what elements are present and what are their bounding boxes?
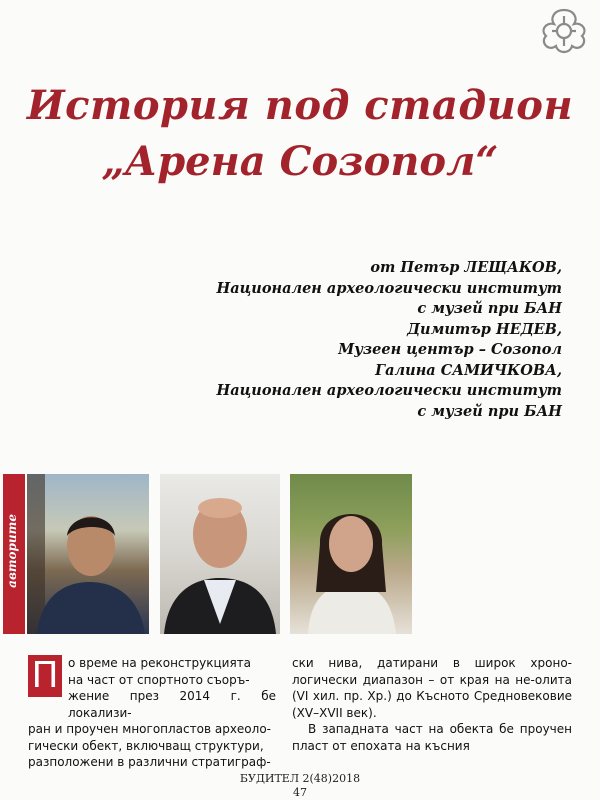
article-column-1 [28, 655, 276, 771]
text-line: ран и проучен многопластов археоло- [28, 722, 271, 736]
byline-line: с музей при БАН [417, 300, 562, 317]
article-title-line2: „Арена Созопол“ [101, 138, 499, 185]
authors-side-tab [3, 474, 25, 634]
byline-line: с музей при БАН [417, 402, 562, 420]
text-line: о време на реконструкцията [68, 656, 252, 670]
text-line: разположени в различни стратиграф- [28, 755, 271, 769]
portrait-icon [27, 474, 149, 634]
side-tab-label: авторите [5, 514, 19, 588]
article-title-line1: История под стадион [26, 82, 574, 129]
text-line: на част от спортното съоръ- [68, 672, 250, 687]
byline-line: Национален археологически институт [216, 279, 562, 297]
paragraph: ски нива, датирани в широк хроно-логически диапазон – от края на не-олита (VI хил. пр. Хр.) до Късното Средновековие (XV–XVII век). [292, 656, 572, 720]
author-photo-2 [160, 474, 280, 634]
text-line: гически обект, включващ структури, [28, 738, 264, 753]
page-number: 47 [293, 786, 307, 799]
ornament-icon [538, 6, 590, 54]
drop-cap: П [28, 655, 62, 697]
byline-line: Галина САМИЧКОВА, [375, 361, 562, 379]
journal-footer: БУДИТЕЛ 2(48)2018 [239, 772, 361, 785]
byline-line: Национален археологически институт [216, 382, 562, 399]
author-photo-3 [290, 474, 412, 634]
portrait-icon [160, 474, 280, 634]
text-line: жение през 2014 г. бе локализи- [68, 689, 276, 720]
byline-line: от Петър ЛЕЩАКОВ, [370, 259, 562, 276]
author-photo-1 [27, 474, 149, 634]
byline-line: Музеен център – Созопол [338, 341, 562, 358]
article-column-2 [292, 655, 572, 754]
portrait-icon [290, 474, 412, 634]
author-byline [162, 258, 562, 422]
byline-line: Димитър НЕДЕВ, [407, 320, 562, 338]
paragraph: В западната част на обекта бе проучен пласт от епохата на късния [292, 722, 572, 753]
